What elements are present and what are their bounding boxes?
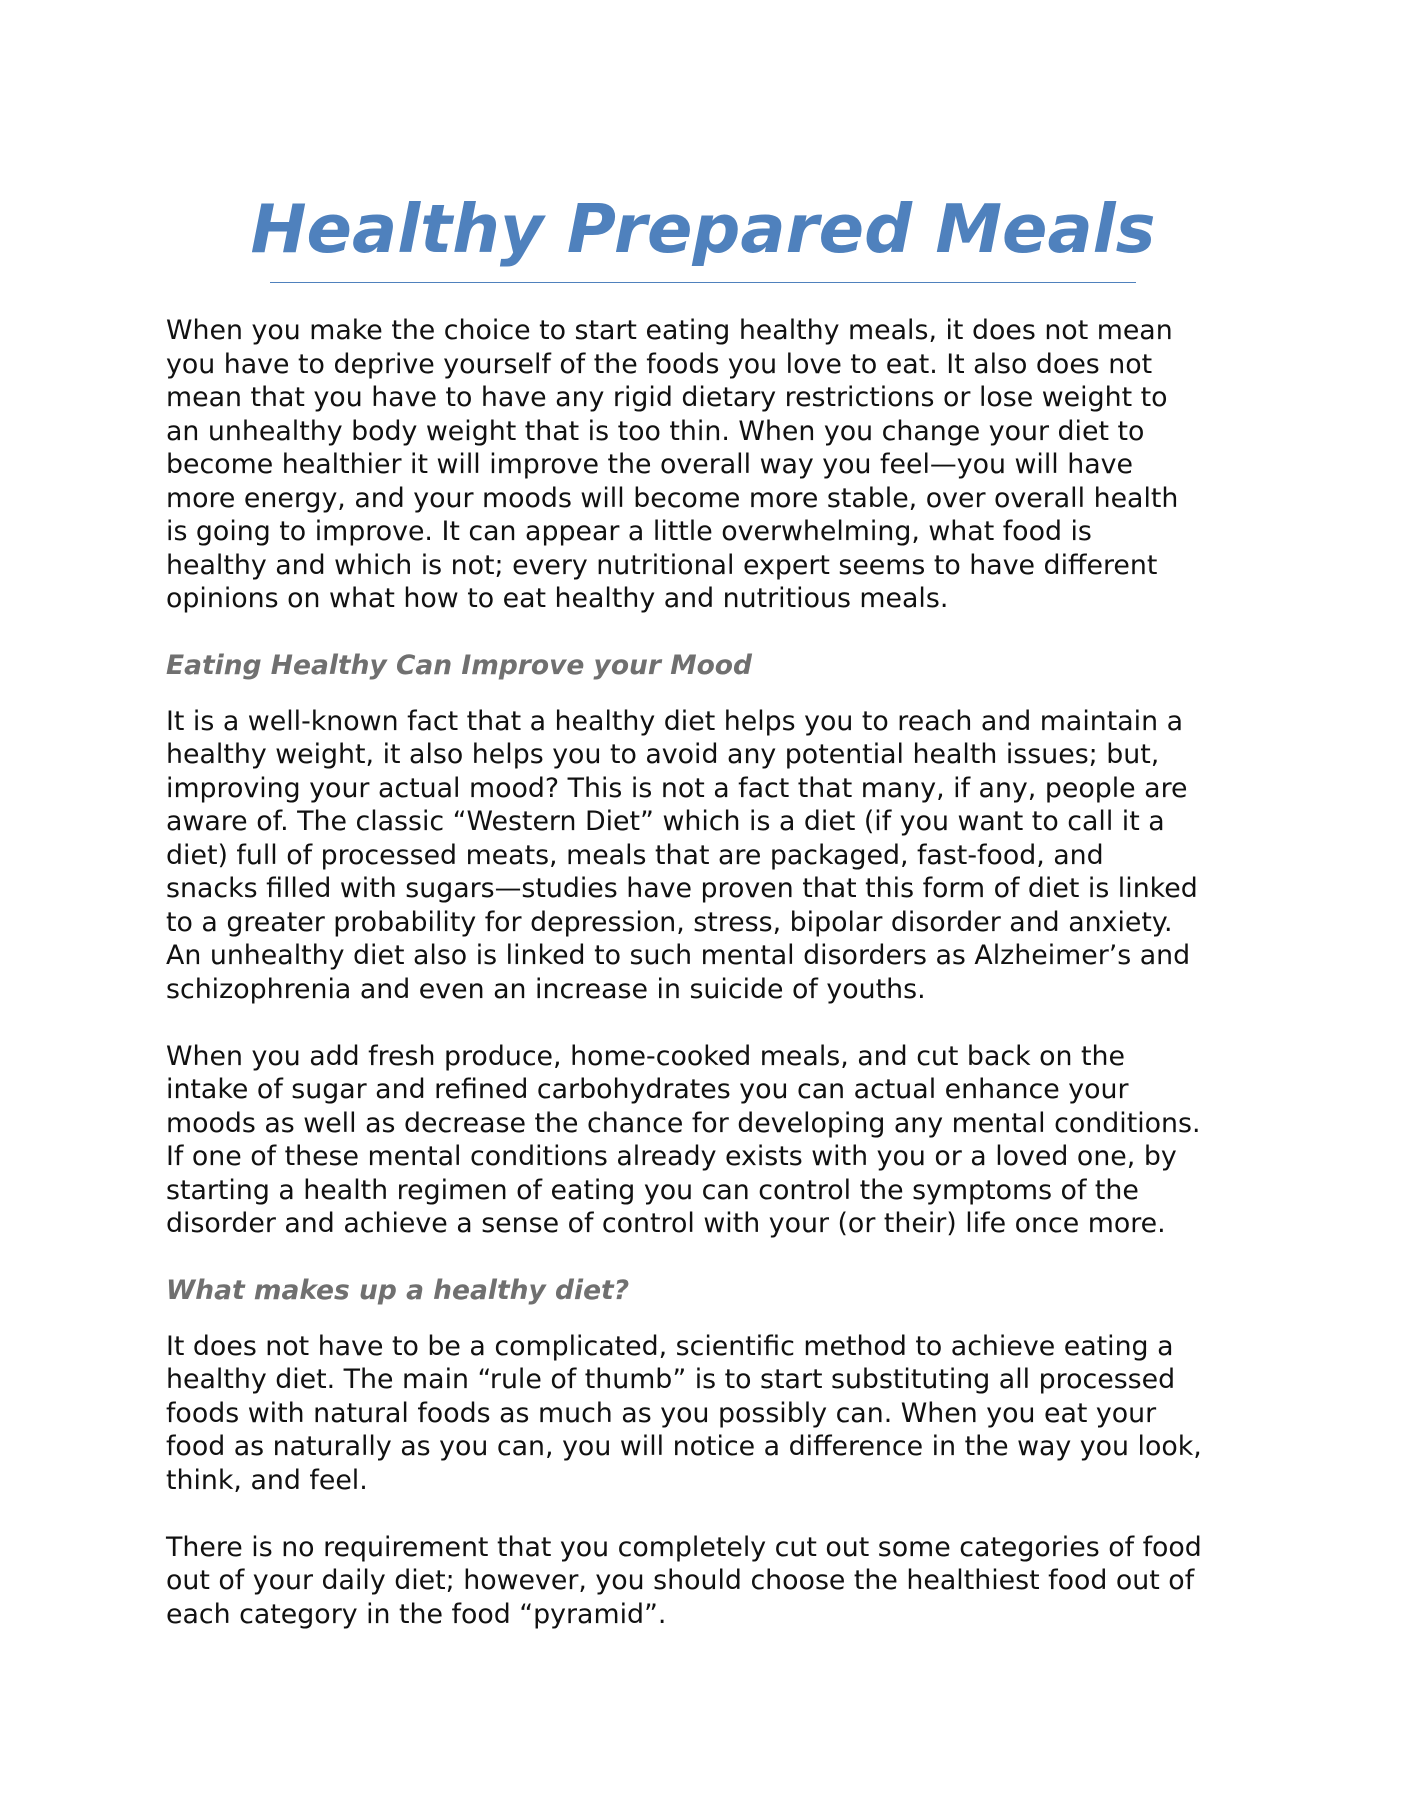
text-line: schizophrenia and even an increase in suicide of youths. bbox=[166, 973, 926, 1005]
paragraph-spacer bbox=[166, 1497, 1256, 1531]
diet-paragraph-1 bbox=[166, 1330, 1256, 1498]
text-line: healthy diet. The main “rule of thumb” is to start substituting all processed bbox=[166, 1364, 1176, 1395]
text-line: intake of sugar and refined carbohydrates you can actual enhance your bbox=[166, 1074, 1129, 1105]
paragraph-spacer bbox=[166, 1006, 1256, 1040]
text-line: When you make the choice to start eating healthy meals, it does not mean bbox=[166, 315, 1173, 346]
mood-paragraph-2 bbox=[166, 1040, 1256, 1241]
diet-paragraph-2 bbox=[166, 1531, 1256, 1632]
text-line: become healthier it will improve the overall way you feel—you will have bbox=[166, 449, 1133, 480]
text-line: When you add fresh produce, home-cooked meals, and cut back on the bbox=[166, 1040, 1126, 1072]
paragraph-spacer bbox=[166, 1308, 1256, 1330]
text-line: disorder and achieve a sense of control with your (or their) life once more. bbox=[166, 1208, 1166, 1239]
text-line: more energy, and your moods will become more stable, over overall health bbox=[166, 482, 1179, 514]
paragraph-spacer bbox=[166, 1241, 1256, 1275]
text-line: improving your actual mood? This is not a fact that many, if any, people are bbox=[166, 772, 1188, 804]
paragraph-spacer bbox=[166, 683, 1256, 705]
paragraph-spacer bbox=[166, 616, 1256, 650]
text-line: you have to deprive yourself of the foods you love to eat. It also does not bbox=[166, 348, 1153, 380]
text-line: diet) full of processed meats, meals that are packaged, fast-food, and bbox=[166, 839, 1104, 871]
text-line: opinions on what how to eat healthy and nutritious meals. bbox=[166, 583, 949, 614]
text-line: snacks filled with sugars—studies have proven that this form of diet is linked bbox=[166, 873, 1198, 904]
text-line: moods as well as decrease the chance for developing any mental conditions. bbox=[166, 1107, 1201, 1139]
text-line: healthy weight, it also helps you to avoid any potential health issues; but, bbox=[166, 739, 1160, 770]
text-line: food as naturally as you can, you will notice a difference in the way you look, bbox=[166, 1431, 1202, 1462]
text-line: starting a health regimen of eating you can control the symptoms of the bbox=[166, 1174, 1139, 1206]
title-underline bbox=[270, 282, 1136, 283]
text-line: to a greater probability for depression, stress, bipolar disorder and anxiety. bbox=[166, 906, 1173, 938]
text-line: think, and feel. bbox=[166, 1464, 368, 1496]
text-line: foods with natural foods as much as you possibly can. When you eat your bbox=[166, 1397, 1157, 1429]
text-line: healthy and which is not; every nutritional expert seems to have different bbox=[166, 549, 1158, 581]
text-line: is going to improve. It can appear a little overwhelming, what food is bbox=[166, 516, 1092, 547]
text-line: It is a well-known fact that a healthy diet helps you to reach and maintain a bbox=[166, 705, 1184, 737]
document-body bbox=[166, 314, 1256, 1631]
text-line: If one of these mental conditions already exists with you or a loved one, by bbox=[166, 1141, 1177, 1172]
section-heading-mood: Eating Healthy Can Improve your Mood bbox=[166, 650, 752, 681]
text-line: an unhealthy body weight that is too thin. When you change your diet to bbox=[166, 415, 1145, 447]
text-line: each category in the food “pyramid”. bbox=[166, 1598, 667, 1630]
intro-paragraph bbox=[166, 314, 1256, 616]
text-line: There is no requirement that you completely cut out some categories of food bbox=[166, 1531, 1202, 1563]
text-line: aware of. The classic “Western Diet” which is a diet (if you want to call it a bbox=[166, 806, 1165, 837]
page-title: Healthy Prepared Meals bbox=[250, 190, 1156, 268]
text-line: An unhealthy diet also is linked to such mental disorders as Alzheimer’s and bbox=[166, 940, 1191, 971]
text-line: mean that you have to have any rigid dietary restrictions or lose weight to bbox=[166, 382, 1168, 413]
section-heading-healthy-diet: What makes up a healthy diet? bbox=[166, 1275, 630, 1306]
text-line: out of your daily diet; however, you should choose the healthiest food out of bbox=[166, 1565, 1195, 1596]
text-line: It does not have to be a complicated, scientific method to achieve eating a bbox=[166, 1330, 1174, 1362]
mood-paragraph-1 bbox=[166, 705, 1256, 1007]
